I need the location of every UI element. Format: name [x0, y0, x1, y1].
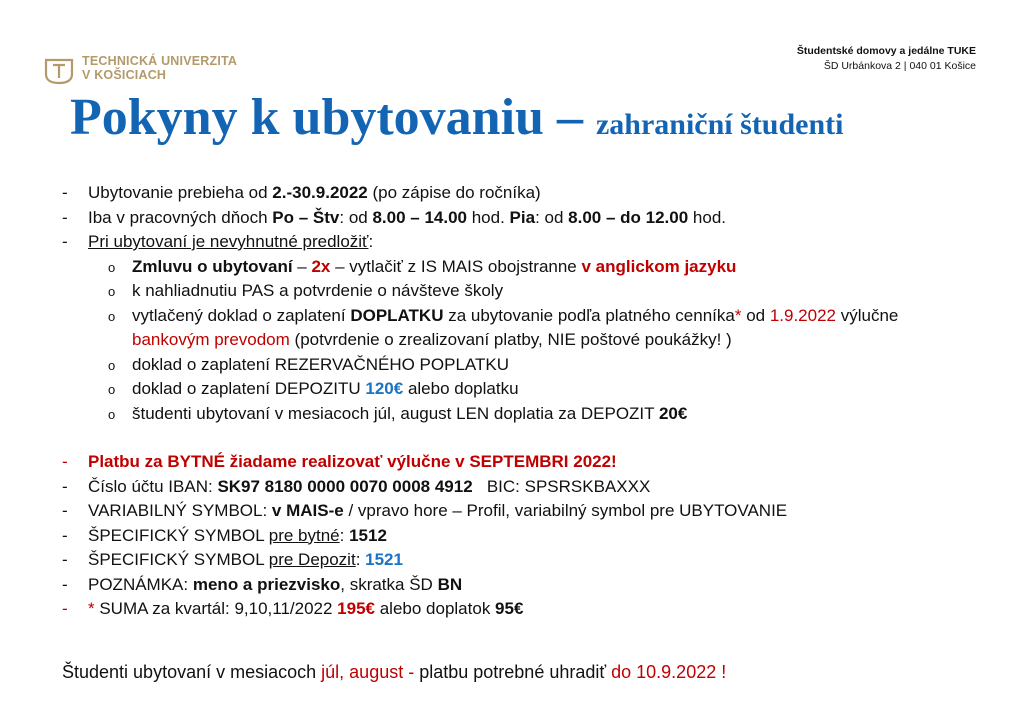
- hours: 8.00 – 14.00: [372, 207, 467, 227]
- title-main: Pokyny k ubytovaniu –: [70, 89, 596, 146]
- days: Po – Štv: [272, 207, 340, 227]
- instructions: [62, 181, 1002, 622]
- title-sub: zahraniční študenti: [595, 108, 844, 141]
- final-note: [62, 659, 726, 685]
- text: meno a priezvisko: [192, 574, 341, 594]
- list-item-rent-notice: [62, 450, 1002, 475]
- amount: 95€: [495, 599, 524, 618]
- dash: -: [62, 550, 68, 569]
- text: – vytlačiť z IS MAIS obojstranne: [330, 256, 582, 276]
- list-item-required: [62, 230, 1002, 255]
- text: Študenti ubytovaní v mesiacoch: [62, 662, 322, 682]
- text: Platbu za BYTNÉ žiadame realizovať výlučne v SEPTEMBRI 2022!: [88, 452, 617, 471]
- list-item-note: [62, 573, 1002, 598]
- bullet: o: [108, 406, 116, 422]
- symbol: 1521: [365, 550, 403, 569]
- bullet: o: [108, 308, 116, 324]
- text: POZNÁMKA:: [88, 574, 193, 594]
- text: Ubytovanie prebieha od: [88, 183, 273, 202]
- text: vytlačený doklad o zaplatení: [132, 305, 351, 325]
- text: doklad o zaplatení REZERVAČNÉHO POPLATKU: [132, 354, 509, 374]
- text: : od: [339, 207, 373, 227]
- months: júl, august -: [321, 662, 415, 682]
- text: v MAIS-e: [271, 501, 344, 520]
- text: výlučne: [836, 305, 899, 325]
- copies: 2x: [311, 256, 331, 276]
- dash: -: [62, 476, 68, 496]
- list-item-dates: [62, 181, 1002, 206]
- header-address-line: ŠD Urbánkova 2 | 040 01 Košice: [823, 60, 976, 72]
- text: alebo doplatok: [375, 599, 496, 618]
- list-item-iban: [62, 475, 1002, 500]
- sub-item-passport: [62, 279, 1002, 304]
- asterisk: *: [734, 305, 742, 325]
- amount: 20€: [658, 403, 688, 423]
- text: DOPLATKU: [350, 305, 444, 325]
- date: 1.9.2022: [769, 305, 837, 325]
- deadline: do 10.9.2022 !: [611, 662, 727, 682]
- text: (po zápise do ročníka): [367, 183, 541, 202]
- sub-item-deposit: [62, 377, 1002, 402]
- dash: -: [62, 232, 68, 251]
- sub-item-contract: [62, 255, 1002, 280]
- text: Iba v pracovných dňoch: [88, 207, 273, 227]
- bullet: o: [108, 357, 116, 373]
- text: BN: [437, 574, 463, 594]
- logo-text: [82, 54, 237, 82]
- text: alebo doplatku: [403, 379, 519, 398]
- iban: SK97 8180 0000 0070 0008 4912: [217, 476, 473, 496]
- header-address: [797, 44, 976, 74]
- text: / vpravo hore – Profil, variabilný symbol pre UBYTOVANIE: [343, 501, 788, 520]
- text: hod.: [467, 207, 510, 227]
- text: VARIABILNÝ SYMBOL:: [88, 501, 272, 520]
- text: Pri ubytovaní je nevyhnutné predložiť: [88, 232, 369, 251]
- bullet: o: [108, 284, 116, 299]
- text: Číslo účtu IBAN:: [88, 476, 218, 496]
- sub-item-reservation: [62, 353, 1002, 378]
- text: k nahliadnutiu PAS a potvrdenie o návšteve školy: [132, 281, 504, 300]
- logo-line-2: V KOŠICIACH: [82, 68, 167, 82]
- list-item-sum: [62, 597, 1002, 622]
- text: bankovým prevodom: [132, 330, 290, 349]
- logo-line-1: TECHNICKÁ UNIVERZITA: [82, 54, 238, 68]
- text: doklad o zaplatení DEPOZITU: [132, 379, 366, 398]
- text: hod.: [688, 207, 727, 227]
- text: pre Depozit: [268, 550, 356, 569]
- text: :: [355, 550, 366, 569]
- text: ŠPECIFICKÝ SYMBOL: [88, 525, 269, 545]
- sub-item-payment-proof-cont: [62, 328, 1002, 353]
- language: v anglickom jazyku: [581, 256, 737, 276]
- text: :: [368, 232, 374, 251]
- text: od: [741, 305, 770, 325]
- list-item-specific-symbol-deposit: [62, 548, 1002, 573]
- text: , skratka ŠD: [340, 574, 438, 594]
- bullet: o: [108, 259, 116, 275]
- list-item-specific-symbol-rent: [62, 524, 1002, 549]
- day: Pia: [509, 207, 536, 227]
- dash: -: [62, 599, 68, 618]
- bullet: o: [108, 382, 116, 397]
- text: SUMA za kvartál: 9,10,11/2022: [99, 599, 338, 618]
- page-title: [70, 88, 844, 147]
- amount: 120€: [365, 379, 404, 398]
- list-item-hours: [62, 206, 1002, 231]
- asterisk: *: [88, 599, 100, 618]
- dash: -: [62, 183, 68, 202]
- dash: -: [62, 452, 68, 471]
- text: :: [339, 525, 350, 545]
- text: Zmluvu o ubytovaní: [132, 256, 293, 276]
- sub-item-payment-proof: [62, 304, 1002, 329]
- sub-item-summer: [62, 402, 1002, 427]
- text: platbu potrebné uhradiť: [414, 662, 612, 682]
- text: –: [292, 256, 312, 276]
- hours: 8.00 – do 12.00: [568, 207, 689, 227]
- dash: -: [62, 574, 68, 594]
- text: : od: [535, 207, 569, 227]
- text: za ubytovanie podľa platného cenníka: [443, 305, 735, 325]
- list-item-variable-symbol: [62, 499, 1002, 524]
- header-org: Študentské domovy a jedálne TUKE: [796, 45, 976, 57]
- text: študenti ubytovaní v mesiacoch júl, august LEN doplatia za DEPOZIT: [132, 403, 659, 423]
- symbol: 1512: [349, 525, 387, 545]
- dates: 2.-30.9.2022: [272, 183, 368, 202]
- text: ŠPECIFICKÝ SYMBOL: [88, 550, 269, 569]
- dash: -: [62, 207, 68, 227]
- spacer: [62, 426, 1002, 450]
- university-logo: [44, 54, 237, 86]
- bic: BIC: SPSRSKBAXXX: [472, 476, 651, 496]
- amount: 195€: [337, 599, 375, 618]
- dash: -: [62, 501, 68, 520]
- dash: -: [62, 525, 68, 545]
- tuke-logo-icon: [44, 56, 74, 86]
- text: pre bytné: [268, 525, 340, 545]
- text: (potvrdenie o zrealizovaní platby, NIE poštové poukážky! ): [289, 330, 732, 349]
